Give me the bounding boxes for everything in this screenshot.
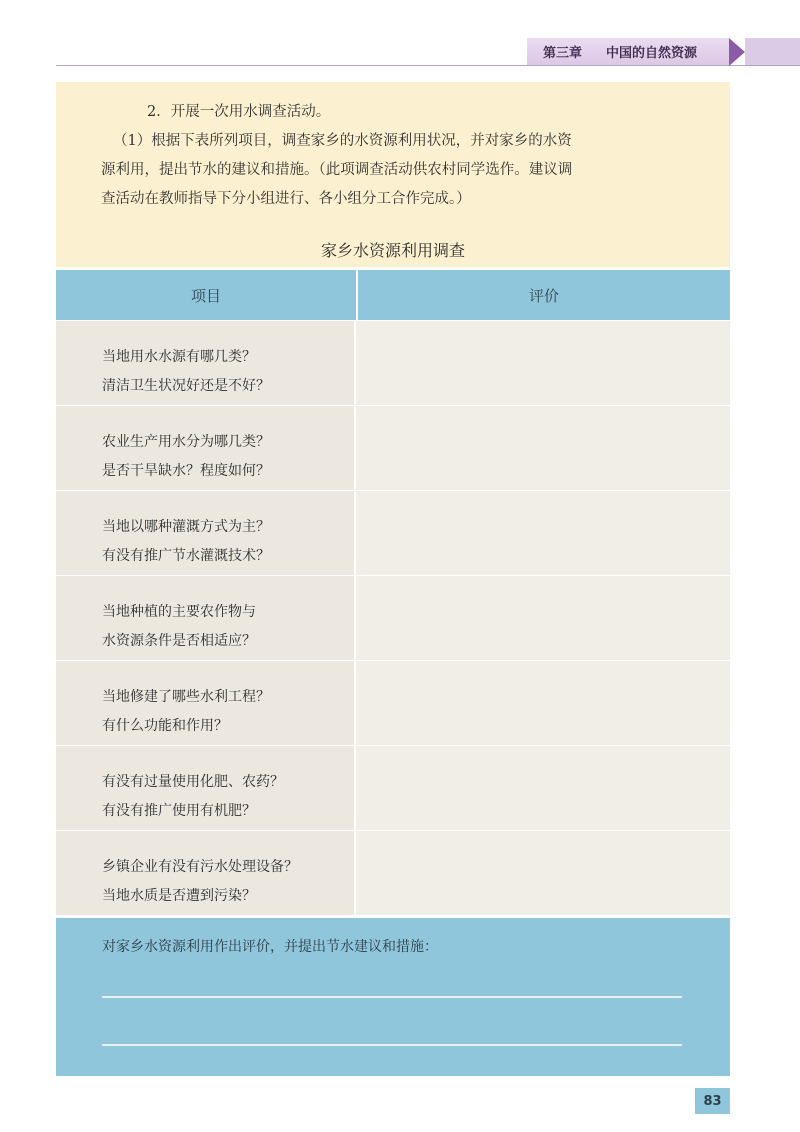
item-question: 当地修建了哪些水利工程？	[102, 689, 270, 705]
chapter-title: 中国的自然资源	[606, 46, 698, 61]
column-header-item: 项目	[56, 270, 358, 320]
evaluation-cell[interactable]	[356, 746, 730, 830]
item-question: 有什么功能和作用？	[102, 718, 228, 734]
table-row	[56, 660, 730, 745]
intro-line-1: 2．开展一次用水调查活动。	[147, 104, 331, 120]
chapter-bar	[745, 38, 800, 65]
chapter-header	[527, 38, 729, 65]
item-question: 水资源条件是否相适应？	[102, 633, 256, 649]
intro-line-2: （1）根据下表所列项目，调查家乡的水资源利用状况，并对家乡的水资	[113, 133, 572, 149]
evaluation-cell[interactable]	[356, 491, 730, 575]
item-question: 有没有过量使用化肥、农药？	[102, 774, 284, 790]
table-row	[56, 830, 730, 915]
item-question: 乡镇企业有没有污水处理设备？	[102, 859, 298, 875]
intro-line-3: 源利用，提出节水的建议和措施。（此项调查活动供农村同学选作。建议调	[101, 162, 573, 178]
item-question: 清洁卫生状况好还是不好？	[102, 378, 270, 394]
chapter-number: 第三章	[543, 46, 583, 61]
table-row	[56, 575, 730, 660]
answer-line[interactable]	[102, 1044, 682, 1046]
table-row	[56, 490, 730, 575]
item-question: 当地种植的主要农作物与	[102, 604, 256, 620]
item-question: 当地以哪种灌溉方式为主？	[102, 519, 270, 535]
survey-table	[56, 270, 730, 915]
intro-line-4: 查活动在教师指导下分小组进行、各小组分工合作完成。）	[101, 191, 471, 207]
table-header	[56, 270, 730, 320]
item-question: 当地用水水源有哪几类？	[102, 349, 256, 365]
survey-table-title: 家乡水资源利用调查	[320, 241, 465, 260]
item-cell	[56, 831, 356, 915]
evaluation-cell[interactable]	[356, 406, 730, 490]
evaluation-cell[interactable]	[356, 661, 730, 745]
item-question: 是否干旱缺水？程度如何？	[102, 463, 270, 479]
table-row	[56, 745, 730, 830]
item-question: 农业生产用水分为哪几类？	[102, 434, 270, 450]
header-rule	[56, 65, 800, 66]
item-cell	[56, 576, 356, 660]
evaluation-cell[interactable]	[356, 831, 730, 915]
table-row	[56, 405, 730, 490]
chapter-arrow-icon	[729, 38, 745, 66]
evaluation-cell[interactable]	[356, 576, 730, 660]
table-row	[56, 320, 730, 405]
item-question: 有没有推广使用有机肥？	[102, 803, 256, 819]
item-cell	[56, 406, 356, 490]
item-question: 有没有推广节水灌溉技术？	[102, 548, 270, 564]
item-cell	[56, 746, 356, 830]
summary-prompt: 对家乡水资源利用作出评价，并提出节水建议和措施：	[102, 939, 438, 955]
item-cell	[56, 321, 356, 405]
page-number: 83	[695, 1088, 730, 1114]
answer-line[interactable]	[102, 996, 682, 998]
column-header-eval: 评价	[528, 286, 559, 305]
summary-box	[56, 918, 730, 1076]
evaluation-cell[interactable]	[356, 321, 730, 405]
item-question: 当地水质是否遭到污染？	[102, 888, 256, 904]
item-cell	[56, 491, 356, 575]
item-cell	[56, 661, 356, 745]
